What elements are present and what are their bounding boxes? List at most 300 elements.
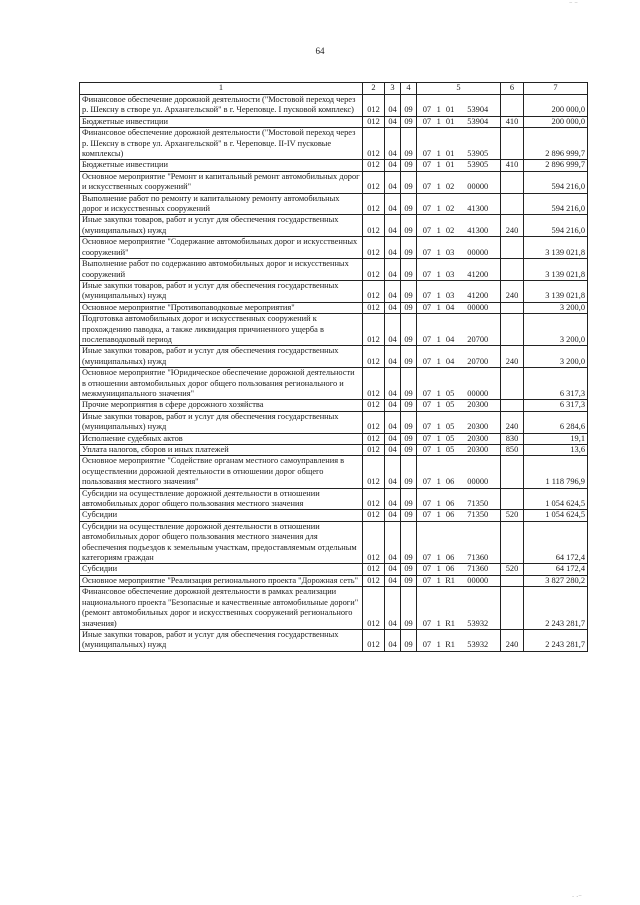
row-program-code: 07 — [422, 160, 432, 170]
row-admin-code: 012 — [363, 95, 385, 117]
row-admin-code: 012 — [363, 160, 385, 171]
row-name: Основное мероприятие "Содержание автомобильных дорог и искусственных сооружений" — [80, 237, 363, 259]
row-expense-type: 830 — [501, 433, 524, 444]
row-subprogram-code: 1 — [436, 105, 441, 115]
row-expense-type — [501, 368, 524, 400]
row-direction-code: 00000 — [467, 302, 489, 312]
row-subsection: 09 — [401, 171, 417, 193]
row-section: 04 — [385, 314, 401, 346]
row-direction-code: 53904 — [467, 116, 489, 126]
row-event-code: 03 — [445, 269, 455, 279]
row-subprogram-code: 1 — [436, 553, 441, 563]
table-row — [80, 368, 588, 400]
row-subprogram-code: 1 — [436, 204, 441, 214]
row-expense-type — [501, 193, 524, 215]
row-name: Основное мероприятие "Ремонт и капитальный ремонт автомобильных дорог и искусственных сооружений" — [80, 171, 363, 193]
row-program-code: 07 — [422, 182, 432, 192]
row-direction-code: 53904 — [467, 105, 489, 115]
row-admin-code: 012 — [363, 587, 385, 630]
row-section: 04 — [385, 346, 401, 368]
row-subprogram-code: 1 — [436, 422, 441, 432]
row-section: 04 — [385, 95, 401, 117]
header-col-7: 7 — [524, 83, 588, 95]
row-section: 04 — [385, 564, 401, 575]
row-subsection: 09 — [401, 433, 417, 444]
row-program-code: 07 — [422, 499, 432, 509]
row-subprogram-code: 1 — [436, 149, 441, 159]
row-name: Бюджетные инвестиции — [80, 160, 363, 171]
row-program-code: 07 — [422, 564, 432, 574]
row-expense-type — [501, 237, 524, 259]
row-target-article — [417, 587, 501, 630]
row-subsection: 09 — [401, 521, 417, 564]
row-target-article — [417, 237, 501, 259]
row-subsection: 09 — [401, 368, 417, 400]
row-subsection: 09 — [401, 314, 417, 346]
header-row — [80, 83, 588, 95]
row-target-article — [417, 314, 501, 346]
row-subprogram-code: 1 — [436, 400, 441, 410]
row-name: Финансовое обеспечение дорожной деятельности ("Мостовой переход через р. Шексну в створе ул. Архангельской" в г. Череповце. II-IV пусковые комплексы) — [80, 128, 363, 160]
row-section: 04 — [385, 400, 401, 411]
row-direction-code: 53905 — [467, 160, 489, 170]
row-event-code: 06 — [445, 499, 455, 509]
row-subprogram-code: 1 — [436, 160, 441, 170]
row-name: Субсидии — [80, 510, 363, 521]
row-subsection: 09 — [401, 629, 417, 651]
row-expense-type: 240 — [501, 346, 524, 368]
row-target-article — [417, 575, 501, 586]
row-admin-code: 012 — [363, 564, 385, 575]
row-section: 04 — [385, 575, 401, 586]
row-direction-code: 71360 — [467, 564, 489, 574]
row-event-code: 01 — [445, 116, 455, 126]
row-program-code: 07 — [422, 225, 432, 235]
row-direction-code: 71360 — [467, 553, 489, 563]
row-event-code: 01 — [445, 105, 455, 115]
row-amount: 594 216,0 — [524, 193, 588, 215]
row-target-article — [417, 128, 501, 160]
row-admin-code: 012 — [363, 400, 385, 411]
row-direction-code: 00000 — [467, 182, 489, 192]
row-event-code: 02 — [445, 225, 455, 235]
row-direction-code: 00000 — [467, 575, 489, 585]
row-section: 04 — [385, 433, 401, 444]
row-subprogram-code: 1 — [436, 334, 441, 344]
row-amount: 1 054 624,5 — [524, 488, 588, 510]
row-amount: 6 317,3 — [524, 400, 588, 411]
row-subprogram-code: 1 — [436, 225, 441, 235]
row-expense-type: 240 — [501, 280, 524, 302]
row-target-article — [417, 488, 501, 510]
row-event-code: 05 — [445, 422, 455, 432]
row-section: 04 — [385, 259, 401, 281]
row-direction-code: 41200 — [467, 291, 489, 301]
row-subsection: 09 — [401, 215, 417, 237]
row-subprogram-code: 1 — [436, 445, 441, 454]
row-admin-code: 012 — [363, 411, 385, 433]
row-target-article — [417, 411, 501, 433]
table-row — [80, 95, 588, 117]
row-admin-code: 012 — [363, 237, 385, 259]
row-direction-code: 00000 — [467, 477, 489, 487]
row-section: 04 — [385, 116, 401, 127]
row-expense-type — [501, 521, 524, 564]
table-row — [80, 237, 588, 259]
row-program-code: 07 — [422, 388, 432, 398]
table-row — [80, 488, 588, 510]
row-admin-code: 012 — [363, 346, 385, 368]
row-name: Основное мероприятие "Содействие органам местного самоуправления в осуществлении дорожной деятельности в отношении дорог общего пользования местного значения" — [80, 456, 363, 488]
row-direction-code: 20300 — [467, 422, 489, 432]
table-body — [80, 95, 588, 652]
row-amount: 3 200,0 — [524, 302, 588, 313]
row-expense-type: 850 — [501, 445, 524, 456]
table-row — [80, 510, 588, 521]
row-direction-code: 41200 — [467, 269, 489, 279]
row-admin-code: 012 — [363, 488, 385, 510]
table-row — [80, 575, 588, 586]
row-admin-code: 012 — [363, 629, 385, 651]
row-program-code: 07 — [422, 445, 432, 454]
row-program-code: 07 — [422, 618, 432, 628]
row-program-code: 07 — [422, 302, 432, 312]
row-name: Основное мероприятие "Противопаводковые мероприятия" — [80, 302, 363, 313]
row-expense-type: 240 — [501, 411, 524, 433]
table-row — [80, 456, 588, 488]
row-program-code: 07 — [422, 422, 432, 432]
row-admin-code: 012 — [363, 259, 385, 281]
row-section: 04 — [385, 280, 401, 302]
row-event-code: 06 — [445, 477, 455, 487]
row-subprogram-code: 1 — [436, 640, 441, 650]
header-col-4: 4 — [401, 83, 417, 95]
row-expense-type: 240 — [501, 629, 524, 651]
row-subprogram-code: 1 — [436, 269, 441, 279]
row-direction-code: 41300 — [467, 225, 489, 235]
row-target-article — [417, 346, 501, 368]
row-admin-code: 012 — [363, 456, 385, 488]
row-section: 04 — [385, 368, 401, 400]
row-expense-type — [501, 95, 524, 117]
row-event-code: 05 — [445, 433, 455, 443]
row-subprogram-code: 1 — [436, 510, 441, 520]
row-program-code: 07 — [422, 400, 432, 410]
row-subsection: 09 — [401, 280, 417, 302]
row-subsection: 09 — [401, 575, 417, 586]
table-row — [80, 215, 588, 237]
row-admin-code: 012 — [363, 445, 385, 456]
row-direction-code: 20300 — [467, 445, 489, 454]
row-admin-code: 012 — [363, 116, 385, 127]
row-section: 04 — [385, 128, 401, 160]
row-direction-code: 20700 — [467, 356, 489, 366]
row-subprogram-code: 1 — [436, 575, 441, 585]
table-row — [80, 433, 588, 444]
row-admin-code: 012 — [363, 215, 385, 237]
page-number: 64 — [315, 46, 325, 56]
row-section: 04 — [385, 445, 401, 456]
row-section: 04 — [385, 215, 401, 237]
row-name: Иные закупки товаров, работ и услуг для обеспечения государственных (муниципальных) нужд — [80, 280, 363, 302]
row-name: Основное мероприятие "Реализация регионального проекта "Дорожная сеть" — [80, 575, 363, 586]
table-row — [80, 302, 588, 313]
budget-table — [79, 82, 588, 652]
row-event-code: 02 — [445, 182, 455, 192]
row-name: Выполнение работ по содержанию автомобильных дорог и искусственных сооружений — [80, 259, 363, 281]
table-row — [80, 346, 588, 368]
row-amount: 2 243 281,7 — [524, 629, 588, 651]
row-target-article — [417, 400, 501, 411]
row-section: 04 — [385, 302, 401, 313]
row-target-article — [417, 445, 501, 456]
row-event-code: 06 — [445, 564, 455, 574]
row-subsection: 09 — [401, 587, 417, 630]
table-row — [80, 314, 588, 346]
row-direction-code: 20300 — [467, 433, 489, 443]
row-name: Основное мероприятие "Юридическое обеспечение дорожной деятельности в отношении автомобильных дорог общего пользования регионального и межмуниципального значения" — [80, 368, 363, 400]
row-expense-type — [501, 575, 524, 586]
table-row — [80, 128, 588, 160]
row-event-code: 04 — [445, 356, 455, 366]
row-program-code: 07 — [422, 149, 432, 159]
row-section: 04 — [385, 237, 401, 259]
table-row — [80, 171, 588, 193]
row-event-code: 02 — [445, 204, 455, 214]
row-target-article — [417, 433, 501, 444]
table-row — [80, 160, 588, 171]
row-program-code: 07 — [422, 116, 432, 126]
row-subprogram-code: 1 — [436, 291, 441, 301]
row-amount: 6 284,6 — [524, 411, 588, 433]
row-subprogram-code: 1 — [436, 182, 441, 192]
row-subprogram-code: 1 — [436, 116, 441, 126]
row-subsection: 09 — [401, 128, 417, 160]
row-admin-code: 012 — [363, 433, 385, 444]
row-admin-code: 012 — [363, 314, 385, 346]
row-event-code: 06 — [445, 553, 455, 563]
row-section: 04 — [385, 587, 401, 630]
row-event-code: R1 — [445, 575, 455, 585]
row-admin-code: 012 — [363, 521, 385, 564]
row-program-code: 07 — [422, 204, 432, 214]
row-event-code: 03 — [445, 291, 455, 301]
row-target-article — [417, 564, 501, 575]
row-event-code: 04 — [445, 302, 455, 312]
row-subsection: 09 — [401, 346, 417, 368]
row-subprogram-code: 1 — [436, 499, 441, 509]
row-name: Финансовое обеспечение дорожной деятельности в рамках реализации национального проекта "Безопасные и качественные автомобильные дороги" (ремонт автомобильных дорог и искусственных сооружений регионального значения) — [80, 587, 363, 630]
row-subsection: 09 — [401, 95, 417, 117]
row-amount: 1 054 624,5 — [524, 510, 588, 521]
row-admin-code: 012 — [363, 575, 385, 586]
row-direction-code: 41300 — [467, 204, 489, 214]
row-program-code: 07 — [422, 575, 432, 585]
header-col-3: 3 — [385, 83, 401, 95]
table-row — [80, 411, 588, 433]
row-expense-type — [501, 400, 524, 411]
row-event-code: 01 — [445, 149, 455, 159]
row-target-article — [417, 521, 501, 564]
row-amount: 594 216,0 — [524, 171, 588, 193]
row-amount: 2 896 999,7 — [524, 128, 588, 160]
row-event-code: 05 — [445, 445, 455, 454]
row-section: 04 — [385, 521, 401, 564]
row-program-code: 07 — [422, 105, 432, 115]
table-row — [80, 400, 588, 411]
row-program-code: 07 — [422, 356, 432, 366]
row-name: Прочие мероприятия в сфере дорожного хозяйства — [80, 400, 363, 411]
row-expense-type — [501, 314, 524, 346]
row-subsection: 09 — [401, 302, 417, 313]
table-row — [80, 564, 588, 575]
row-program-code: 07 — [422, 291, 432, 301]
row-section: 04 — [385, 488, 401, 510]
row-program-code: 07 — [422, 553, 432, 563]
row-subprogram-code: 1 — [436, 433, 441, 443]
row-expense-type — [501, 302, 524, 313]
row-amount: 3 139 021,8 — [524, 237, 588, 259]
row-subprogram-code: 1 — [436, 302, 441, 312]
row-subsection: 09 — [401, 456, 417, 488]
row-amount: 64 172,4 — [524, 564, 588, 575]
table-row — [80, 521, 588, 564]
row-subsection: 09 — [401, 237, 417, 259]
row-target-article — [417, 215, 501, 237]
table-row — [80, 280, 588, 302]
table-row — [80, 629, 588, 651]
row-subsection: 09 — [401, 259, 417, 281]
row-program-code: 07 — [422, 433, 432, 443]
table-row — [80, 116, 588, 127]
row-event-code: 03 — [445, 247, 455, 257]
row-target-article — [417, 116, 501, 127]
row-name: Иные закупки товаров, работ и услуг для обеспечения государственных (муниципальных) нужд — [80, 629, 363, 651]
row-admin-code: 012 — [363, 368, 385, 400]
table-row — [80, 193, 588, 215]
row-program-code: 07 — [422, 247, 432, 257]
row-target-article — [417, 302, 501, 313]
row-subsection: 09 — [401, 564, 417, 575]
row-event-code: R1 — [445, 640, 455, 650]
row-program-code: 07 — [422, 477, 432, 487]
row-program-code: 07 — [422, 640, 432, 650]
header-col-1: 1 — [80, 83, 363, 95]
row-amount: 3 827 280,2 — [524, 575, 588, 586]
header-col-2: 2 — [363, 83, 385, 95]
row-expense-type — [501, 128, 524, 160]
row-name: Иные закупки товаров, работ и услуг для обеспечения государственных (муниципальных) нужд — [80, 215, 363, 237]
row-expense-type — [501, 488, 524, 510]
scan-mark: · ·⁻ — [571, 893, 582, 901]
row-name: Финансовое обеспечение дорожной деятельности ("Мостовой переход через р. Шексну в створе ул. Архангельской" в г. Череповце. I пусковой комплекс) — [80, 95, 363, 117]
row-name: Субсидии на осуществление дорожной деятельности в отношении автомобильных дорог общего пользования местного значения — [80, 488, 363, 510]
row-expense-type: 240 — [501, 215, 524, 237]
row-name: Выполнение работ по ремонту и капитальному ремонту автомобильных дорог и искусственных сооружений — [80, 193, 363, 215]
row-subsection: 09 — [401, 488, 417, 510]
row-target-article — [417, 629, 501, 651]
row-amount: 3 139 021,8 — [524, 280, 588, 302]
row-target-article — [417, 456, 501, 488]
row-admin-code: 012 — [363, 128, 385, 160]
row-amount: 3 200,0 — [524, 346, 588, 368]
row-subprogram-code: 1 — [436, 564, 441, 574]
row-event-code: 06 — [445, 510, 455, 520]
row-target-article — [417, 193, 501, 215]
row-amount: 594 216,0 — [524, 215, 588, 237]
row-target-article — [417, 171, 501, 193]
row-target-article — [417, 510, 501, 521]
row-direction-code: 20700 — [467, 334, 489, 344]
row-amount: 2 243 281,7 — [524, 587, 588, 630]
row-subsection: 09 — [401, 411, 417, 433]
row-direction-code: 53932 — [467, 640, 489, 650]
row-direction-code: 53932 — [467, 618, 489, 628]
row-amount: 6 317,3 — [524, 368, 588, 400]
row-amount: 200 000,0 — [524, 116, 588, 127]
row-name: Уплата налогов, сборов и иных платежей — [80, 445, 363, 456]
row-target-article — [417, 160, 501, 171]
row-amount: 3 139 021,8 — [524, 259, 588, 281]
row-admin-code: 012 — [363, 193, 385, 215]
row-admin-code: 012 — [363, 302, 385, 313]
row-section: 04 — [385, 510, 401, 521]
row-target-article — [417, 95, 501, 117]
row-admin-code: 012 — [363, 280, 385, 302]
row-section: 04 — [385, 411, 401, 433]
row-event-code: 05 — [445, 388, 455, 398]
row-amount: 1 118 796,9 — [524, 456, 588, 488]
table-row — [80, 445, 588, 456]
row-subprogram-code: 1 — [436, 247, 441, 257]
row-amount: 64 172,4 — [524, 521, 588, 564]
row-event-code: 01 — [445, 160, 455, 170]
row-direction-code: 71350 — [467, 499, 489, 509]
row-direction-code: 20300 — [467, 400, 489, 410]
row-expense-type — [501, 456, 524, 488]
row-amount: 2 896 999,7 — [524, 160, 588, 171]
row-subsection: 09 — [401, 193, 417, 215]
row-name: Бюджетные инвестиции — [80, 116, 363, 127]
row-subprogram-code: 1 — [436, 618, 441, 628]
row-expense-type: 410 — [501, 116, 524, 127]
row-subsection: 09 — [401, 160, 417, 171]
row-expense-type: 520 — [501, 564, 524, 575]
row-program-code: 07 — [422, 334, 432, 344]
row-direction-code: 00000 — [467, 388, 489, 398]
table-row — [80, 587, 588, 630]
row-section: 04 — [385, 629, 401, 651]
row-expense-type — [501, 171, 524, 193]
row-subprogram-code: 1 — [436, 356, 441, 366]
header-col-5: 5 — [417, 83, 501, 95]
row-program-code: 07 — [422, 510, 432, 520]
row-subsection: 09 — [401, 116, 417, 127]
row-direction-code: 00000 — [467, 247, 489, 257]
row-amount: 13,6 — [524, 445, 588, 456]
row-admin-code: 012 — [363, 171, 385, 193]
row-admin-code: 012 — [363, 510, 385, 521]
row-section: 04 — [385, 456, 401, 488]
row-program-code: 07 — [422, 269, 432, 279]
row-direction-code: 53905 — [467, 149, 489, 159]
row-subsection: 09 — [401, 400, 417, 411]
row-subsection: 09 — [401, 510, 417, 521]
row-expense-type — [501, 259, 524, 281]
row-amount: 3 200,0 — [524, 314, 588, 346]
header-col-6: 6 — [501, 83, 524, 95]
row-name: Исполнение судебных актов — [80, 433, 363, 444]
